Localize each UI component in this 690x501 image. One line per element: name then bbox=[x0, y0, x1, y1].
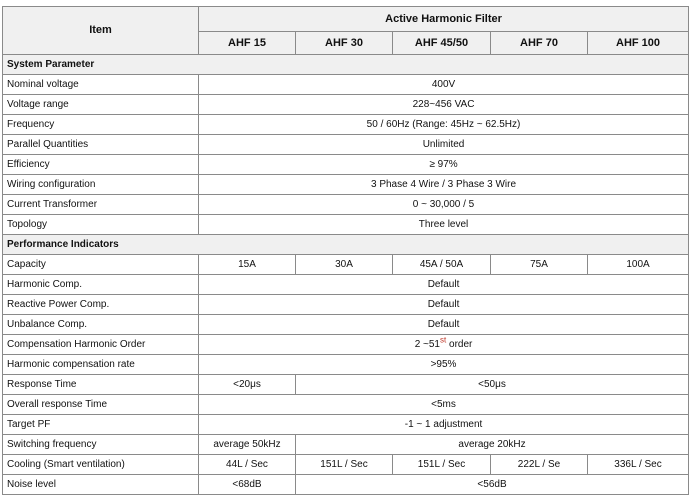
row-label: Switching frequency bbox=[3, 435, 199, 455]
row-value: Default bbox=[199, 295, 689, 315]
row-label: Unbalance Comp. bbox=[3, 315, 199, 335]
spec-table bbox=[2, 6, 689, 495]
row-value: 400V bbox=[199, 75, 689, 95]
table-row bbox=[3, 135, 689, 155]
row-value: 0 ~ 30,000 / 5 bbox=[199, 195, 689, 215]
row-label: Overall response Time bbox=[3, 395, 199, 415]
row-label: Capacity bbox=[3, 255, 199, 275]
table-row bbox=[3, 435, 689, 455]
row-label: Efficiency bbox=[3, 155, 199, 175]
row-value: 151L / Sec bbox=[296, 455, 393, 475]
row-label: Topology bbox=[3, 215, 199, 235]
row-value: 75A bbox=[491, 255, 588, 275]
table-row bbox=[3, 475, 689, 495]
model-header: AHF 15 bbox=[199, 32, 296, 55]
row-value: 30A bbox=[296, 255, 393, 275]
model-header: AHF 70 bbox=[491, 32, 588, 55]
table-row bbox=[3, 335, 689, 355]
row-value: 100A bbox=[588, 255, 689, 275]
row-value: 3 Phase 4 Wire / 3 Phase 3 Wire bbox=[199, 175, 689, 195]
order-superscript: st bbox=[440, 335, 447, 345]
order-suffix: order bbox=[446, 339, 473, 350]
item-header: Item bbox=[3, 7, 199, 55]
row-label: Wiring configuration bbox=[3, 175, 199, 195]
table-row bbox=[3, 415, 689, 435]
row-label: Target PF bbox=[3, 415, 199, 435]
row-value bbox=[199, 335, 689, 355]
row-label: Reactive Power Comp. bbox=[3, 295, 199, 315]
section-title: System Parameter bbox=[3, 55, 689, 75]
table-row bbox=[3, 95, 689, 115]
row-value: Three level bbox=[199, 215, 689, 235]
row-value: <50μs bbox=[296, 375, 689, 395]
table-row bbox=[3, 395, 689, 415]
model-header: AHF 30 bbox=[296, 32, 393, 55]
row-label: Frequency bbox=[3, 115, 199, 135]
row-label: Nominal voltage bbox=[3, 75, 199, 95]
row-label: Harmonic Comp. bbox=[3, 275, 199, 295]
row-value: <56dB bbox=[296, 475, 689, 495]
row-label: Parallel Quantities bbox=[3, 135, 199, 155]
row-value: 228~456 VAC bbox=[199, 95, 689, 115]
row-label: Current Transformer bbox=[3, 195, 199, 215]
table-row bbox=[3, 255, 689, 275]
row-value: 222L / Se bbox=[491, 455, 588, 475]
row-value: <20μs bbox=[199, 375, 296, 395]
section-row bbox=[3, 55, 689, 75]
row-value: >95% bbox=[199, 355, 689, 375]
row-value: Default bbox=[199, 315, 689, 335]
row-value: ≥ 97% bbox=[199, 155, 689, 175]
row-value: 45A / 50A bbox=[393, 255, 491, 275]
order-prefix: 2 ~51 bbox=[414, 339, 440, 350]
row-value: <68dB bbox=[199, 475, 296, 495]
table-row bbox=[3, 215, 689, 235]
table-row bbox=[3, 175, 689, 195]
table-row bbox=[3, 75, 689, 95]
table-row bbox=[3, 155, 689, 175]
row-value: 44L / Sec bbox=[199, 455, 296, 475]
table-row bbox=[3, 295, 689, 315]
row-value: Unlimited bbox=[199, 135, 689, 155]
table-row bbox=[3, 275, 689, 295]
row-value: 151L / Sec bbox=[393, 455, 491, 475]
row-value: average 20kHz bbox=[296, 435, 689, 455]
row-label: Response Time bbox=[3, 375, 199, 395]
model-header: AHF 100 bbox=[588, 32, 689, 55]
row-value: -1 ~ 1 adjustment bbox=[199, 415, 689, 435]
table-row bbox=[3, 375, 689, 395]
section-row bbox=[3, 235, 689, 255]
row-label: Harmonic compensation rate bbox=[3, 355, 199, 375]
row-value: <5ms bbox=[199, 395, 689, 415]
product-title: Active Harmonic Filter bbox=[199, 7, 689, 32]
section-title: Performance Indicators bbox=[3, 235, 689, 255]
row-label: Compensation Harmonic Order bbox=[3, 335, 199, 355]
table-row bbox=[3, 315, 689, 335]
table-row bbox=[3, 355, 689, 375]
row-label: Cooling (Smart ventilation) bbox=[3, 455, 199, 475]
model-header: AHF 45/50 bbox=[393, 32, 491, 55]
table-row bbox=[3, 195, 689, 215]
row-value: 15A bbox=[199, 255, 296, 275]
table-header-row bbox=[3, 7, 689, 32]
row-value: average 50kHz bbox=[199, 435, 296, 455]
table-row bbox=[3, 455, 689, 475]
row-value: Default bbox=[199, 275, 689, 295]
row-label: Voltage range bbox=[3, 95, 199, 115]
table-row bbox=[3, 115, 689, 135]
row-value: 336L / Sec bbox=[588, 455, 689, 475]
row-label: Noise level bbox=[3, 475, 199, 495]
row-value: 50 / 60Hz (Range: 45Hz ~ 62.5Hz) bbox=[199, 115, 689, 135]
